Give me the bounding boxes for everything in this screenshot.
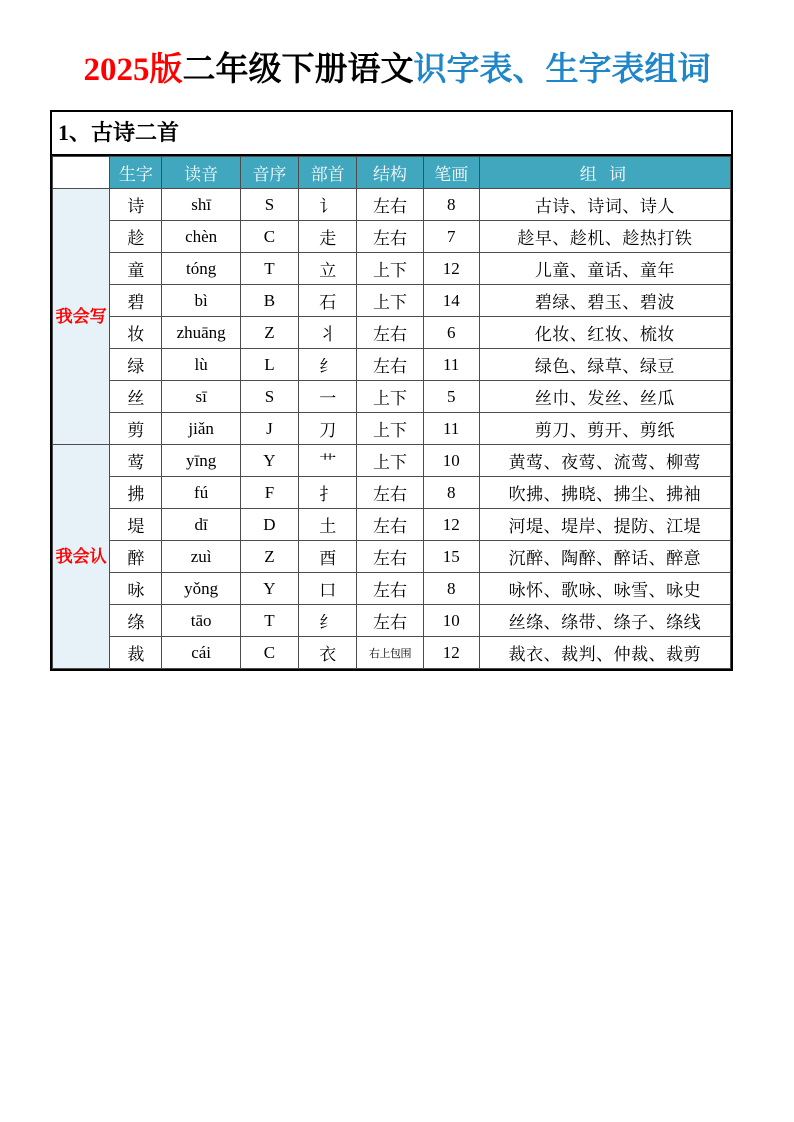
header-words: 组 词 (479, 157, 730, 189)
cell-strokes: 8 (423, 573, 479, 605)
cell-words: 黄莺、夜莺、流莺、柳莺 (479, 445, 730, 477)
header-radical: 部首 (299, 157, 357, 189)
table-row (53, 381, 731, 413)
cell-order: Z (240, 317, 298, 349)
cell-radical: 刀 (299, 413, 357, 445)
cell-structure: 左右 (357, 541, 423, 573)
cell-strokes: 7 (423, 221, 479, 253)
cell-structure: 左右 (357, 477, 423, 509)
cell-order: J (240, 413, 298, 445)
cell-character: 醉 (110, 541, 162, 573)
cell-radical: 立 (299, 253, 357, 285)
cell-strokes: 11 (423, 349, 479, 381)
cell-radical: 石 (299, 285, 357, 317)
cell-structure: 上下 (357, 381, 423, 413)
cell-order: L (240, 349, 298, 381)
lesson-heading: 1、古诗二首 (52, 112, 731, 156)
cell-words: 儿童、童话、童年 (479, 253, 730, 285)
group-label: 我会写 (53, 189, 110, 445)
table-body (53, 189, 731, 669)
cell-words: 丝巾、发丝、丝瓜 (479, 381, 730, 413)
cell-radical: 衣 (299, 637, 357, 669)
cell-pinyin: zuì (162, 541, 240, 573)
cell-words: 绿色、绿草、绿豆 (479, 349, 730, 381)
cell-radical: 土 (299, 509, 357, 541)
cell-strokes: 5 (423, 381, 479, 413)
cell-order: D (240, 509, 298, 541)
cell-strokes: 8 (423, 189, 479, 221)
cell-character: 堤 (110, 509, 162, 541)
cell-character: 咏 (110, 573, 162, 605)
cell-words: 剪刀、剪开、剪纸 (479, 413, 730, 445)
cell-words: 化妆、红妆、梳妆 (479, 317, 730, 349)
cell-radical: 酉 (299, 541, 357, 573)
cell-order: Z (240, 541, 298, 573)
cell-order: T (240, 605, 298, 637)
cell-order: F (240, 477, 298, 509)
cell-pinyin: chèn (162, 221, 240, 253)
cell-pinyin: zhuāng (162, 317, 240, 349)
header-pinyin: 读音 (162, 157, 240, 189)
cell-strokes: 12 (423, 637, 479, 669)
cell-character: 剪 (110, 413, 162, 445)
cell-radical: 一 (299, 381, 357, 413)
table-row (53, 541, 731, 573)
cell-structure: 左右 (357, 189, 423, 221)
cell-structure: 左右 (357, 221, 423, 253)
cell-character: 裁 (110, 637, 162, 669)
table-row (53, 413, 731, 445)
cell-pinyin: yīng (162, 445, 240, 477)
cell-order: S (240, 381, 298, 413)
cell-order: T (240, 253, 298, 285)
cell-character: 童 (110, 253, 162, 285)
cell-order: Y (240, 445, 298, 477)
cell-radical: 扌 (299, 477, 357, 509)
cell-order: C (240, 637, 298, 669)
cell-words: 咏怀、歌咏、咏雪、咏史 (479, 573, 730, 605)
title-version: 2025版 (83, 52, 183, 88)
cell-strokes: 15 (423, 541, 479, 573)
cell-words: 丝绦、绦带、绦子、绦线 (479, 605, 730, 637)
lesson-sheet (50, 110, 733, 671)
cell-words: 古诗、诗词、诗人 (479, 189, 730, 221)
table-row (53, 445, 731, 477)
table-row (53, 317, 731, 349)
table-row (53, 221, 731, 253)
cell-pinyin: cái (162, 637, 240, 669)
cell-character: 趁 (110, 221, 162, 253)
header-strokes: 笔画 (423, 157, 479, 189)
cell-order: S (240, 189, 298, 221)
cell-radical: 艹 (299, 445, 357, 477)
cell-structure: 上下 (357, 445, 423, 477)
table-row (53, 605, 731, 637)
cell-strokes: 14 (423, 285, 479, 317)
cell-pinyin: dī (162, 509, 240, 541)
cell-strokes: 12 (423, 509, 479, 541)
header-char: 生字 (110, 157, 162, 189)
cell-pinyin: tāo (162, 605, 240, 637)
cell-character: 诗 (110, 189, 162, 221)
cell-structure: 上下 (357, 285, 423, 317)
cell-pinyin: fú (162, 477, 240, 509)
cell-pinyin: sī (162, 381, 240, 413)
table-row (53, 637, 731, 669)
cell-radical: 纟 (299, 349, 357, 381)
cell-strokes: 10 (423, 605, 479, 637)
cell-character: 碧 (110, 285, 162, 317)
cell-character: 绦 (110, 605, 162, 637)
cell-character: 莺 (110, 445, 162, 477)
table-row (53, 189, 731, 221)
cell-words: 趁早、趁机、趁热打铁 (479, 221, 730, 253)
cell-structure: 右上包围 (357, 637, 423, 669)
cell-pinyin: bì (162, 285, 240, 317)
cell-character: 拂 (110, 477, 162, 509)
cell-structure: 左右 (357, 509, 423, 541)
cell-character: 绿 (110, 349, 162, 381)
cell-pinyin: tóng (162, 253, 240, 285)
cell-words: 河堤、堤岸、提防、江堤 (479, 509, 730, 541)
cell-strokes: 6 (423, 317, 479, 349)
cell-strokes: 8 (423, 477, 479, 509)
cell-strokes: 12 (423, 253, 479, 285)
cell-order: B (240, 285, 298, 317)
table-row (53, 573, 731, 605)
cell-pinyin: yǒng (162, 573, 240, 605)
table-row (53, 509, 731, 541)
cell-pinyin: jiǎn (162, 413, 240, 445)
cell-strokes: 10 (423, 445, 479, 477)
cell-words: 碧绿、碧玉、碧波 (479, 285, 730, 317)
cell-structure: 左右 (357, 349, 423, 381)
header-row (53, 157, 731, 189)
cell-radical: 走 (299, 221, 357, 253)
cell-radical: 口 (299, 573, 357, 605)
cell-character: 丝 (110, 381, 162, 413)
header-blank (53, 157, 110, 189)
cell-strokes: 11 (423, 413, 479, 445)
cell-pinyin: shī (162, 189, 240, 221)
cell-character: 妆 (110, 317, 162, 349)
table-row (53, 477, 731, 509)
cell-structure: 左右 (357, 605, 423, 637)
cell-words: 裁衣、裁判、仲裁、裁剪 (479, 637, 730, 669)
table-row (53, 285, 731, 317)
page-title (0, 50, 794, 90)
cell-words: 沉醉、陶醉、醉话、醉意 (479, 541, 730, 573)
cell-order: C (240, 221, 298, 253)
cell-structure: 上下 (357, 413, 423, 445)
cell-structure: 左右 (357, 317, 423, 349)
cell-radical: 丬 (299, 317, 357, 349)
table-row (53, 349, 731, 381)
title-subject: 识字表、生字表组词 (413, 52, 711, 88)
header-structure: 结构 (357, 157, 423, 189)
cell-radical: 纟 (299, 605, 357, 637)
header-order: 音序 (240, 157, 298, 189)
character-table (52, 156, 731, 669)
title-grade: 二年级下册语文 (182, 52, 414, 88)
group-label: 我会认 (53, 445, 110, 669)
cell-structure: 上下 (357, 253, 423, 285)
cell-words: 吹拂、拂晓、拂尘、拂袖 (479, 477, 730, 509)
table-row (53, 253, 731, 285)
cell-radical: 讠 (299, 189, 357, 221)
cell-pinyin: lù (162, 349, 240, 381)
cell-structure: 左右 (357, 573, 423, 605)
cell-order: Y (240, 573, 298, 605)
table-header (53, 157, 731, 189)
